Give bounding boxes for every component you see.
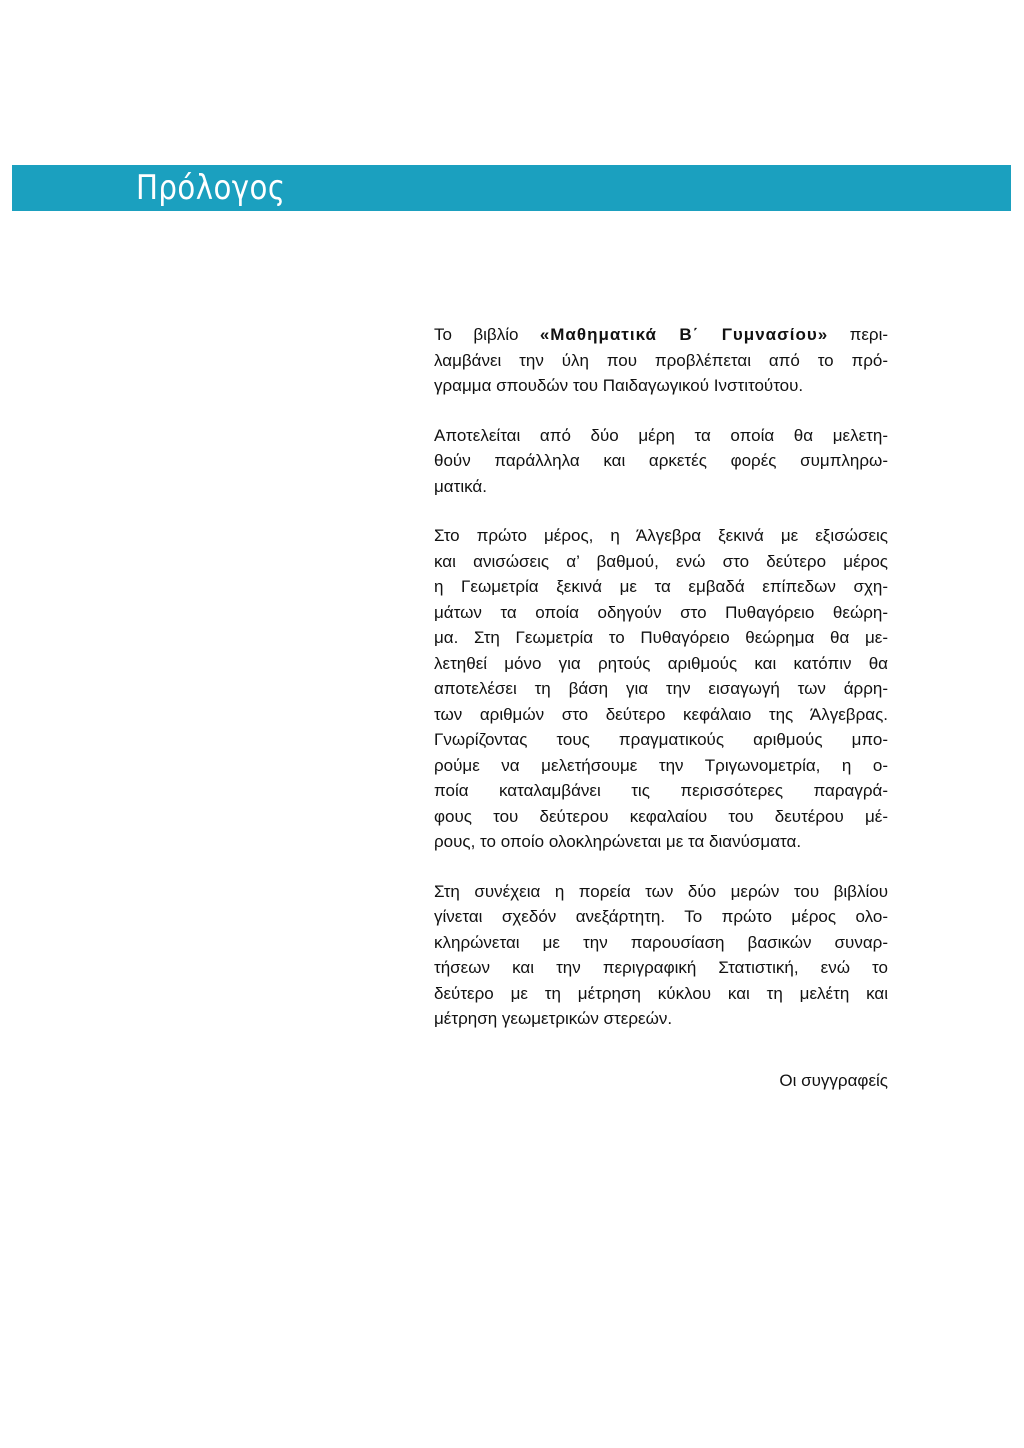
preface-body bbox=[434, 322, 888, 1056]
title-bar bbox=[12, 165, 1011, 211]
text-line: γίνεται σχεδόν ανεξάρτητη. Το πρώτο μέρος ολο- bbox=[434, 907, 888, 926]
text-line: ματικά. bbox=[434, 476, 487, 496]
text-line: θούν παράλληλα και αρκετές φορές συμπληρω- bbox=[434, 451, 888, 470]
text-line: κληρώνεται με την παρουσίαση βασικών συναρ- bbox=[434, 932, 888, 952]
text-line: λετηθεί μόνο για ρητούς αριθμούς και κατόπιν θα bbox=[434, 653, 888, 673]
text-line: Γνωρίζοντας τους πραγματικούς αριθμούς μπο- bbox=[434, 730, 888, 749]
paragraph-1 bbox=[434, 322, 888, 399]
page-title: Πρόλογος bbox=[136, 168, 286, 208]
paragraph-3 bbox=[434, 523, 888, 855]
text-line: λαμβάνει την ύλη που προβλέπεται από το πρό- bbox=[434, 350, 888, 370]
signature: Οι συγγραφείς bbox=[779, 1071, 888, 1090]
text-line: ποία καταλαμβάνει τις περισσότερες παραγρά- bbox=[434, 781, 888, 800]
text-line bbox=[434, 322, 888, 348]
text-line: των αριθμών στο δεύτερο κεφάλαιο της Άλγεβρας. bbox=[434, 704, 888, 724]
paragraph-2 bbox=[434, 423, 888, 500]
text-line: και ανισώσεις α’ βαθμού, ενώ στο δεύτερο μέρος bbox=[434, 551, 888, 571]
text-segment: Το βιβλίο bbox=[434, 325, 540, 344]
text-line: δεύτερο με τη μέτρηση κύκλου και τη μελέτη και bbox=[434, 983, 888, 1003]
text-line: η Γεωμετρία ξεκινά με τα εμβαδά επίπεδων σχη- bbox=[434, 577, 888, 596]
text-line: γραμμα σπουδών του Παιδαγωγικού Ινστιτούτου. bbox=[434, 376, 804, 395]
text-line: τήσεων και την περιγραφική Στατιστική, ενώ το bbox=[434, 958, 888, 977]
text-line: φους του δεύτερου κεφαλαίου του δευτέρου μέ- bbox=[434, 806, 888, 826]
paragraph-4 bbox=[434, 879, 888, 1032]
text-segment: περι- bbox=[828, 325, 889, 344]
text-line: Αποτελείται από δύο μέρη τα οποία θα μελετη- bbox=[434, 425, 888, 445]
text-line: Στο πρώτο μέρος, η Άλγεβρα ξεκινά με εξισώσεις bbox=[434, 526, 888, 545]
text-line: μάτων τα οποία οδηγούν στο Πυθαγόρειο θεώρη- bbox=[434, 602, 888, 622]
text-line: ρους, το οποίο ολοκληρώνεται με τα διανύσματα. bbox=[434, 832, 802, 851]
text-line: μέτρηση γεωμετρικών στερεών. bbox=[434, 1009, 673, 1028]
text-line: αποτελέσει τη βάση για την εισαγωγή των άρρη- bbox=[434, 679, 888, 698]
text-line: μα. Στη Γεωμετρία το Πυθαγόρειο θεώρημα θα με- bbox=[434, 628, 888, 647]
text-line: Στη συνέχεια η πορεία των δύο μερών του βιβλίου bbox=[434, 881, 888, 901]
text-line: ρούμε να μελετήσουμε την Τριγωνομετρία, η ο- bbox=[434, 755, 888, 775]
book-title: «Μαθηματικά Β΄ Γυμνασίου» bbox=[539, 325, 829, 344]
